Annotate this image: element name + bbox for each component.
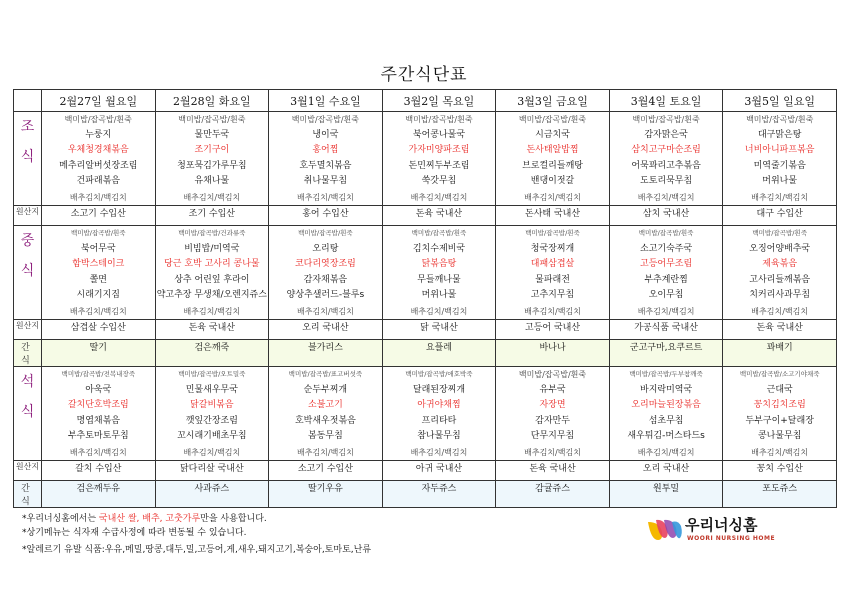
menu-item: 배추김치/백김치 [410, 447, 468, 457]
lunch-label [14, 226, 42, 320]
menu-item: 배추김치/백김치 [69, 447, 127, 457]
menu-item: 순두부찌개 [303, 384, 348, 395]
menu-item: 시금치국 [535, 129, 570, 140]
menu-item: 꽁치김치조림 [753, 400, 806, 410]
menu-item: 어묵꽈리고추볶음 [631, 160, 701, 171]
menu-item: 콩나물무침 [757, 431, 802, 441]
logo [645, 512, 815, 548]
menu-item: 배추김치/백김치 [183, 306, 241, 316]
dinner_origin-cell: 갈치 수입산 [42, 461, 156, 481]
breakfast_origin-cell: 돈육 국내산 [382, 206, 496, 226]
breakfast_origin-cell: 홍어 수입산 [269, 206, 383, 226]
menu-item: 감자만두 [535, 415, 570, 426]
dinner-label [14, 367, 42, 461]
menu-item: 배추김치/백김치 [183, 447, 241, 457]
menu-item: 약고추장 무생채/오렌지쥬스 [156, 290, 267, 300]
menu-item: 가자미양파조림 [408, 145, 470, 155]
logo-name: 우리너싱홈 [685, 516, 758, 534]
menu-item: 단무지무침 [530, 431, 575, 441]
breakfast_origin-cell: 돈사태 국내산 [496, 206, 610, 226]
menu-item: 취나물무침 [303, 176, 348, 186]
menu-item: 백미밥/잡곡밥/흰죽 [70, 229, 126, 237]
menu-item: 오리탕 [312, 243, 339, 254]
lunch_snack-cell: 딸기 [42, 340, 156, 367]
lunch-cell [496, 226, 610, 320]
lunch_snack-cell: 군고구마,요쿠르트 [609, 340, 723, 367]
meal-label-char: 조 [20, 119, 35, 135]
menu-item: 메추리알버섯장조림 [59, 160, 138, 171]
menu-item: 양상추샐러드-블루s [286, 290, 365, 300]
dinner_origin-cell: 닭다리살 국내산 [155, 461, 269, 481]
lunch_origin-cell: 삼겹살 수입산 [42, 320, 156, 340]
notes [22, 512, 371, 557]
meal-label-char: 식 [20, 404, 35, 420]
menu-item: 밴댕이젓갈 [530, 176, 575, 186]
breakfast_origin-cell: 삼치 국내산 [609, 206, 723, 226]
menu-item: 민물새우무국 [185, 384, 238, 395]
menu-item: 배추김치/백김치 [751, 447, 809, 457]
menu-item: 오징어양배추국 [749, 243, 811, 254]
breakfast-cell [496, 112, 610, 206]
dinner-row [14, 367, 837, 461]
menu-item: 미역줄기볶음 [753, 160, 806, 171]
menu-item: 조기구이 [194, 145, 230, 155]
menu-item: 백미밥/잡곡밥/흰죽 [525, 229, 580, 237]
menu-item: 배추김치/백김치 [637, 447, 695, 457]
day-header: 3월4일 토요일 [609, 90, 723, 112]
menu-item: 오리마늘된장볶음 [631, 400, 701, 410]
menu-item: 백미밥/잡곡밥/흰죽 [178, 115, 246, 124]
breakfast-cell [723, 112, 837, 206]
dinner-cell [42, 367, 156, 461]
menu-item: 배추김치/백김치 [297, 192, 354, 202]
menu-item: 도토리묵무침 [640, 176, 693, 186]
menu-item: 꼬시래기배초무침 [177, 431, 247, 441]
lunch_origin-row [14, 320, 837, 340]
day-header: 3월2일 목요일 [382, 90, 496, 112]
menu-item: 봄동무침 [308, 431, 343, 441]
menu-item: 소불고기 [308, 400, 343, 410]
menu-item: 배추김치/백김치 [410, 192, 468, 202]
lunch_snack-cell: 꽈배기 [723, 340, 837, 367]
menu-item: 쫄면 [89, 274, 107, 285]
breakfast-row [14, 112, 837, 206]
menu-item: 배추김치/백김치 [751, 192, 809, 202]
menu-item: 쑥갓무침 [421, 176, 457, 186]
menu-item: 부추토마토무침 [67, 431, 129, 441]
day-header: 2월27일 월요일 [42, 90, 156, 112]
menu-item: 북어무국 [80, 243, 116, 254]
dinner-cell [269, 367, 383, 461]
dinner_origin-cell: 돈육 국내산 [496, 461, 610, 481]
menu-item: 배추김치/백김치 [410, 306, 468, 316]
menu-item: 아귀야채찜 [417, 400, 461, 410]
lunch_snack-row [14, 340, 837, 367]
menu-item: 달래된장찌개 [412, 384, 466, 395]
dinner_snack-label: 간 식 [14, 481, 42, 508]
breakfast_origin-label: 원산지 [14, 206, 42, 226]
menu-item: 새우튀김-머스타드s [627, 431, 705, 441]
menu-item: 배추김치/백김치 [524, 447, 581, 457]
menu-item: 백미밥/잡곡밥/흰죽 [746, 115, 814, 124]
menu-item: 비빔밥/미역국 [184, 243, 240, 254]
dinner_origin-cell: 아귀 국내산 [382, 461, 496, 481]
logo-subtitle: WOORI NURSING HOME [687, 535, 776, 542]
menu-item: 대구맑은탕 [757, 129, 802, 140]
menu-item: 냉이국 [312, 129, 339, 140]
menu-item: 백미밥/잡곡밥/흰죽 [298, 229, 353, 237]
menu-item: 건파래볶음 [76, 176, 121, 186]
menu-item: 백미밥/잡곡밥/흰죽 [752, 229, 807, 237]
menu-item: 배추김치/백김치 [524, 306, 581, 316]
breakfast-cell [155, 112, 269, 206]
lunch_origin-cell: 고등어 국내산 [496, 320, 610, 340]
dinner-cell [155, 367, 269, 461]
dinner_snack-cell: 딸기우유 [269, 481, 383, 508]
menu-item: 너비아니파프볶음 [744, 145, 815, 155]
menu-item: 돈사태알밥찜 [526, 145, 579, 155]
menu-item: 유부국 [539, 384, 566, 395]
menu-item: 누룽지 [85, 129, 112, 140]
lunch-row [14, 226, 837, 320]
menu-item: 배추김치/백김치 [69, 192, 127, 202]
menu-item: 갈치단호박조림 [67, 400, 129, 410]
lunch_snack-cell: 요플레 [382, 340, 496, 367]
menu-item: 고등어무조림 [640, 259, 693, 269]
breakfast_origin-row [14, 206, 837, 226]
dinner-cell [496, 367, 610, 461]
menu-item: 깻잎간장조림 [185, 415, 238, 426]
menu-item: 명엽채볶음 [76, 415, 121, 426]
dinner_snack-cell: 검은깨두유 [42, 481, 156, 508]
dinner-cell [723, 367, 837, 461]
menu-item: 자장면 [539, 400, 566, 410]
menu-item: 시래기지짐 [76, 290, 121, 300]
menu-item: 배추김치/백김치 [524, 192, 581, 202]
menu-item: 브로컬리들깨탕 [522, 160, 583, 171]
menu-item: 호박새우젓볶음 [294, 415, 356, 426]
menu-item: 코다리엿장조림 [294, 259, 356, 269]
meal-label-char: 석 [20, 374, 35, 390]
menu-item: 배추김치/백김치 [183, 192, 241, 202]
menu-item: 백미밥/잡곡밥/건과류죽 [178, 229, 246, 237]
menu-item: 섬초무침 [648, 415, 684, 426]
menu-item: 배추김치/백김치 [297, 447, 354, 457]
menu-item: 배추김치/백김치 [297, 306, 354, 316]
menu-item: 돈민찌두부조림 [408, 160, 470, 171]
menu-item: 당근 호박 고사리 콩나물 [164, 259, 260, 269]
menu-item: 홍어찜 [312, 145, 339, 155]
breakfast-cell [269, 112, 383, 206]
lunch-cell [723, 226, 837, 320]
menu-item: 배추김치/백김치 [69, 306, 127, 316]
note-allergy: *알레르기 유발 식품:우유,메밀,땅콩,대두,밀,고등어,게,새우,돼지고기,복숭아,토마토,난류 [22, 545, 372, 555]
menu-item: 대패삼겹살 [530, 259, 575, 269]
menu-item: 청포묵김가루무침 [177, 160, 247, 171]
breakfast-label [14, 112, 42, 206]
menu-item: 백미밥/잡곡밥/흰죽 [64, 115, 132, 124]
menu-item: 호두멸치볶음 [299, 160, 352, 171]
header-row [14, 90, 837, 112]
breakfast_origin-cell: 조기 수입산 [155, 206, 269, 226]
lunch-cell [42, 226, 156, 320]
dinner_origin-cell: 오리 국내산 [609, 461, 723, 481]
lunch_origin-cell: 가공식품 국내산 [609, 320, 723, 340]
menu-item: 백미밥/잡곡밥/두부참깨죽 [629, 370, 703, 378]
dinner_snack-cell: 자두쥬스 [382, 481, 496, 508]
day-header: 2월28일 화요일 [155, 90, 269, 112]
lunch-cell [155, 226, 269, 320]
menu-item: 백미밥/잡곡밥/애호박죽 [405, 370, 473, 378]
menu-item: 아욱국 [85, 384, 112, 395]
page-title: 주간식단표 [380, 65, 468, 85]
menu-item: 무들깨나물 [417, 274, 461, 285]
dinner_origin-row [14, 461, 837, 481]
note-ingredients: *우리너싱홈에서는 국내산 쌀, 배추, 고춧가루만을 사용합니다. [22, 514, 267, 524]
lunch_origin-cell: 닭 국내산 [382, 320, 496, 340]
menu-item: 근대국 [766, 384, 793, 395]
menu-item: 프리타타 [421, 415, 457, 426]
menu-item: 고사리들깨볶음 [749, 274, 811, 285]
menu-item: 배추김치/백김치 [637, 306, 695, 316]
menu-item: 백미밥/잡곡밥/오트밀죽 [178, 370, 246, 378]
lunch-cell [269, 226, 383, 320]
menu-item: 물파래전 [535, 274, 570, 285]
breakfast-cell [382, 112, 496, 206]
menu-item: 부추계란찜 [644, 274, 688, 285]
menu-item: 참나물무침 [417, 431, 461, 441]
menu-item: 북어콩나물국 [412, 129, 466, 140]
lunch_origin-label: 원산지 [14, 320, 42, 340]
menu-item: 백미밥/잡곡밥/표고버섯죽 [288, 370, 363, 378]
menu-item: 백미밥/잡곡밥/흰죽 [518, 115, 587, 124]
menu-item: 고추지무침 [530, 290, 575, 300]
lunch-cell [382, 226, 496, 320]
dinner_origin-cell: 꽁치 수입산 [723, 461, 837, 481]
menu-item: 삼치고구마순조림 [631, 145, 701, 155]
meal-label-char: 중 [20, 233, 35, 249]
lunch_snack-cell: 블가리스 [269, 340, 383, 367]
day-header: 3월3일 금요일 [496, 90, 610, 112]
menu-item: 백미밥/잡곡밥/전복내장죽 [61, 370, 135, 378]
menu-item: 배추김치/백김치 [751, 306, 809, 316]
breakfast_origin-cell: 소고기 수입산 [42, 206, 156, 226]
menu-item: 백미밥/잡곡밥/흰죽 [638, 229, 694, 237]
lunch_snack-label: 간 식 [14, 340, 42, 367]
menu-item: 감자맑은국 [644, 129, 688, 140]
logo-mark-icon [645, 512, 683, 546]
menu-item: 백미밥/잡곡밥/흰죽 [518, 370, 587, 379]
menu-item: 치커리사과무침 [749, 290, 811, 300]
menu-item: 백미밥/잡곡밥/흰죽 [632, 115, 700, 124]
menu-item: 두부구이+달래장 [745, 415, 814, 426]
weekly-menu-table [13, 89, 837, 508]
dinner_snack-cell: 사과쥬스 [155, 481, 269, 508]
lunch_snack-cell: 바나나 [496, 340, 610, 367]
dinner-cell [382, 367, 496, 461]
dinner_origin-label: 원산지 [14, 461, 42, 481]
menu-item: 함박스테이크 [72, 259, 125, 269]
menu-item: 청국장찌개 [530, 243, 575, 254]
dinner_snack-cell: 감귤쥬스 [496, 481, 610, 508]
menu-item: 닭갈비볶음 [190, 400, 234, 410]
menu-item: 김치수제비국 [412, 243, 466, 254]
menu-item: 백미밥/잡곡밥/흰죽 [405, 115, 473, 124]
menu-item: 감자채볶음 [303, 274, 348, 285]
menu-item: 상추 어린잎 후라이 [174, 274, 250, 285]
menu-item: 백미밥/잡곡밥/흰죽 [411, 229, 467, 237]
menu-item: 우체청경채볶음 [67, 145, 129, 155]
day-header: 3월5일 일요일 [723, 90, 837, 112]
breakfast-cell [42, 112, 156, 206]
menu-item: 백미밥/잡곡밥/소고기야채죽 [739, 370, 820, 378]
lunch_origin-cell: 돈육 국내산 [155, 320, 269, 340]
note-change: *상기메뉴는 식자재 수급사정에 따라 변동될 수 있습니다. [22, 528, 247, 538]
menu-item: 물만두국 [194, 129, 230, 140]
corner-cell [14, 90, 42, 112]
menu-item: 바지락미역국 [640, 384, 693, 395]
breakfast_origin-cell: 대구 수입산 [723, 206, 837, 226]
breakfast-cell [609, 112, 723, 206]
dinner_snack-cell: 포도쥬스 [723, 481, 837, 508]
lunch-cell [609, 226, 723, 320]
dinner-cell [609, 367, 723, 461]
menu-item: 제육볶음 [762, 259, 798, 269]
menu-item: 배추김치/백김치 [637, 192, 695, 202]
lunch_origin-cell: 오리 국내산 [269, 320, 383, 340]
lunch_snack-cell: 검은깨죽 [155, 340, 269, 367]
menu-item: 유채나물 [194, 176, 230, 186]
lunch_origin-cell: 돈육 국내산 [723, 320, 837, 340]
meal-label-char: 식 [20, 149, 35, 165]
menu-item: 머위나물 [762, 176, 798, 186]
dinner_snack-cell: 원투밀 [609, 481, 723, 508]
meal-label-char: 식 [20, 263, 35, 279]
menu-item: 머위나물 [421, 290, 457, 300]
menu-item: 오이무침 [648, 290, 684, 300]
day-header: 3월1일 수요일 [269, 90, 383, 112]
menu-item: 소고기숙주국 [640, 243, 693, 254]
dinner_snack-row [14, 481, 837, 508]
menu-item: 닭볶음탕 [421, 259, 457, 269]
menu-item: 백미밥/잡곡밥/흰죽 [291, 115, 360, 124]
dinner_origin-cell: 소고기 수입산 [269, 461, 383, 481]
